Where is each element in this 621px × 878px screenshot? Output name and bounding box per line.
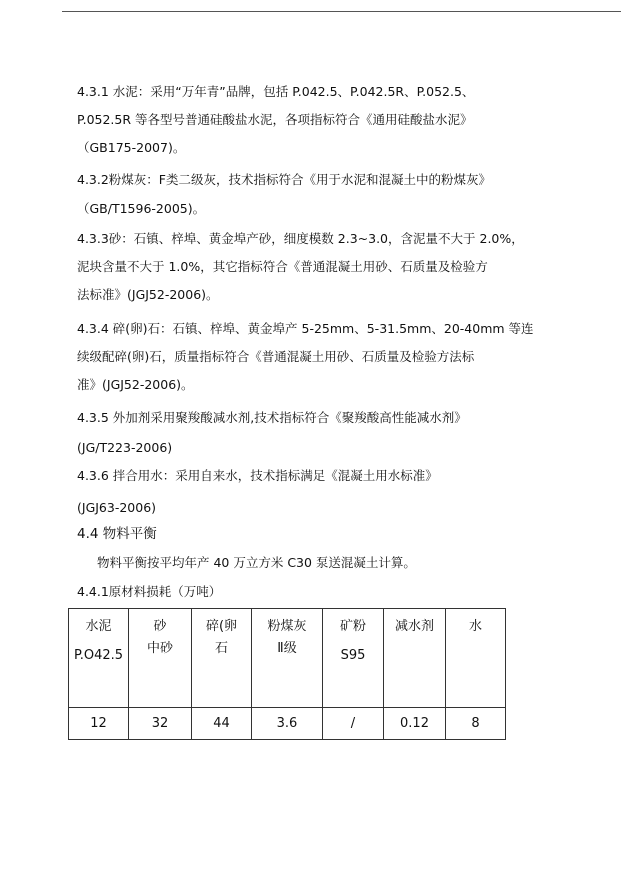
header-cell: 水泥 P.O42.5: [69, 609, 129, 708]
text-line: 4.3.3砂：石镇、梓埠、黄金埠产砂，细度模数 2.3~3.0，含泥量不大于 2.0%，: [77, 231, 524, 246]
value-cell: 44: [192, 708, 252, 740]
text-line: 法标准》(JGJ52-2006)。: [77, 287, 219, 302]
text-line: 泥块含量不大于 1.0%，其它指标符合《普通混凝土用砂、石质量及检验方: [77, 259, 488, 274]
header-cell: 碎(卵 石: [192, 609, 252, 708]
value-cell: 32: [129, 708, 192, 740]
header-cell: 减水剂: [384, 609, 446, 708]
table-caption: 4.4.1原材料损耗（万吨）: [77, 584, 222, 599]
header-cell: 矿粉 S95: [323, 609, 384, 708]
header-cell: 水: [446, 609, 506, 708]
text-line: 续级配碎(卵)石，质量指标符合《普通混凝土用砂、石质量及检验方法标: [77, 349, 475, 364]
text-line: 4.3.4 碎(卵)石：石镇、梓埠、黄金埠产 5-25mm、5-31.5mm、20-40mm 等连: [77, 321, 534, 336]
table-row: [69, 708, 506, 740]
text-line: 4.3.5 外加剂采用聚羧酸减水剂,技术指标符合《聚羧酸高性能减水剂》: [77, 410, 467, 425]
table-header-row: [69, 609, 506, 708]
value-cell: 3.6: [252, 708, 323, 740]
header-cell: 粉煤灰 Ⅱ级: [252, 609, 323, 708]
value-cell: 8: [446, 708, 506, 740]
text-line: （GB175-2007)。: [77, 140, 186, 155]
value-cell: /: [323, 708, 384, 740]
intro-paragraph: 物料平衡按平均年产 40 万立方米 C30 泵送混凝土计算。: [97, 555, 416, 570]
material-loss-table: [68, 608, 506, 740]
text-line: 4.3.1 水泥：采用“万年青”品牌，包括 P.042.5、P.042.5R、P.052.5、: [77, 84, 475, 99]
header-rule: [62, 11, 621, 12]
section-heading: 4.4 物料平衡: [77, 526, 157, 542]
text-line: (JG/T223-2006): [77, 440, 173, 455]
text-line: (JGJ63-2006): [77, 500, 157, 515]
header-cell: 砂 中砂: [129, 609, 192, 708]
text-line: 4.3.2粉煤灰：F类二级灰，技术指标符合《用于水泥和混凝土中的粉煤灰》: [77, 172, 491, 187]
text-line: （GB/T1596-2005)。: [77, 201, 206, 216]
text-line: P.052.5R 等各型号普通硅酸盐水泥，各项指标符合《通用硅酸盐水泥》: [77, 112, 473, 127]
text-line: 4.3.6 拌合用水：采用自来水，技术指标满足《混凝土用水标准》: [77, 468, 438, 483]
value-cell: 12: [69, 708, 129, 740]
value-cell: 0.12: [384, 708, 446, 740]
text-line: 准》(JGJ52-2006)。: [77, 377, 194, 392]
